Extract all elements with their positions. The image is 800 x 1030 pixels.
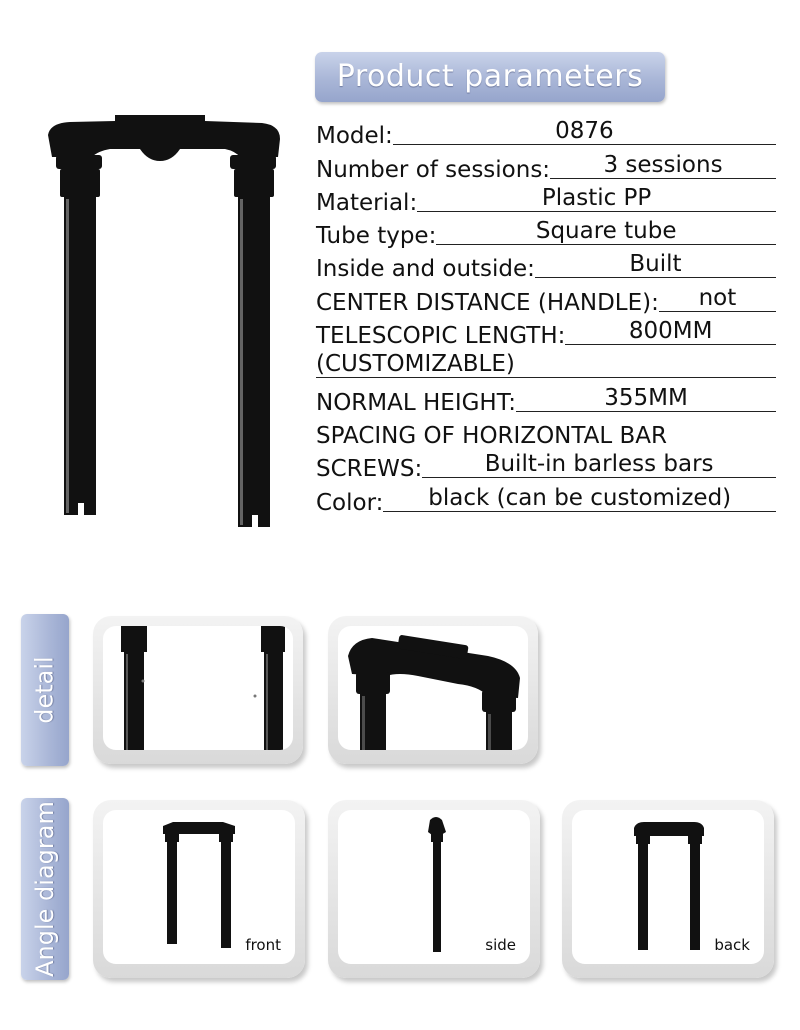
angle-photo-back: [562, 800, 774, 978]
param-value: not: [659, 285, 776, 312]
param-row-model: [316, 116, 776, 149]
param-value: Plastic PP: [417, 185, 776, 212]
product-parameters-badge: [315, 52, 665, 102]
param-row-customizable: [316, 349, 776, 382]
param-label: NORMAL HEIGHT:: [316, 389, 516, 416]
detail-photo-handle: [328, 616, 538, 764]
param-row-screws: [316, 449, 776, 482]
param-value: 800MM: [565, 318, 776, 345]
angle-diagram-tab-label: Angle diagram: [31, 801, 60, 977]
param-value: Built-in barless bars: [422, 451, 776, 478]
param-label: CENTER DISTANCE (HANDLE):: [316, 289, 659, 316]
param-value: 0876: [393, 118, 776, 145]
angle-diagram-tab: [21, 798, 69, 980]
angle-photo-front: [93, 800, 305, 978]
param-label: Number of sessions:: [316, 156, 551, 183]
tube-closeup-image: [103, 626, 293, 750]
param-row-bar-spacing: [316, 416, 776, 449]
main-product-image: [30, 105, 300, 535]
param-label: Tube type:: [316, 223, 437, 250]
param-label: Model:: [316, 123, 393, 150]
param-row-color: [316, 482, 776, 515]
back-caption: back: [714, 936, 750, 954]
param-value: Built: [535, 251, 776, 278]
detail-tab-label: detail: [31, 656, 60, 724]
param-value: 3 sessions: [550, 152, 776, 179]
handle-closeup-image: [338, 626, 528, 750]
param-label: Material:: [316, 189, 418, 216]
param-label: TELESCOPIC LENGTH:: [316, 323, 566, 350]
param-label: (CUSTOMIZABLE): [316, 351, 776, 378]
param-value: Square tube: [436, 218, 776, 245]
angle-photo-side: [328, 800, 540, 978]
param-row-sessions: [316, 149, 776, 182]
param-value: 355MM: [516, 385, 776, 412]
param-row-tube-type: [316, 216, 776, 249]
param-row-normal-height: [316, 382, 776, 415]
front-caption: front: [245, 936, 281, 954]
param-label: SPACING OF HORIZONTAL BAR: [316, 422, 667, 449]
param-label: SCREWS:: [316, 456, 423, 483]
param-value: black (can be customized): [383, 485, 776, 512]
product-parameters-title: Product parameters: [336, 59, 644, 94]
side-caption: side: [485, 936, 516, 954]
param-row-telescopic-length: [316, 316, 776, 349]
parameter-list: [316, 116, 776, 516]
param-label: Inside and outside:: [316, 256, 535, 283]
param-label: Color:: [316, 489, 384, 516]
param-row-center-distance: [316, 282, 776, 315]
detail-photo-tubes: [93, 616, 303, 764]
param-row-material: [316, 183, 776, 216]
param-row-inside-outside: [316, 249, 776, 282]
detail-tab: [21, 614, 69, 766]
